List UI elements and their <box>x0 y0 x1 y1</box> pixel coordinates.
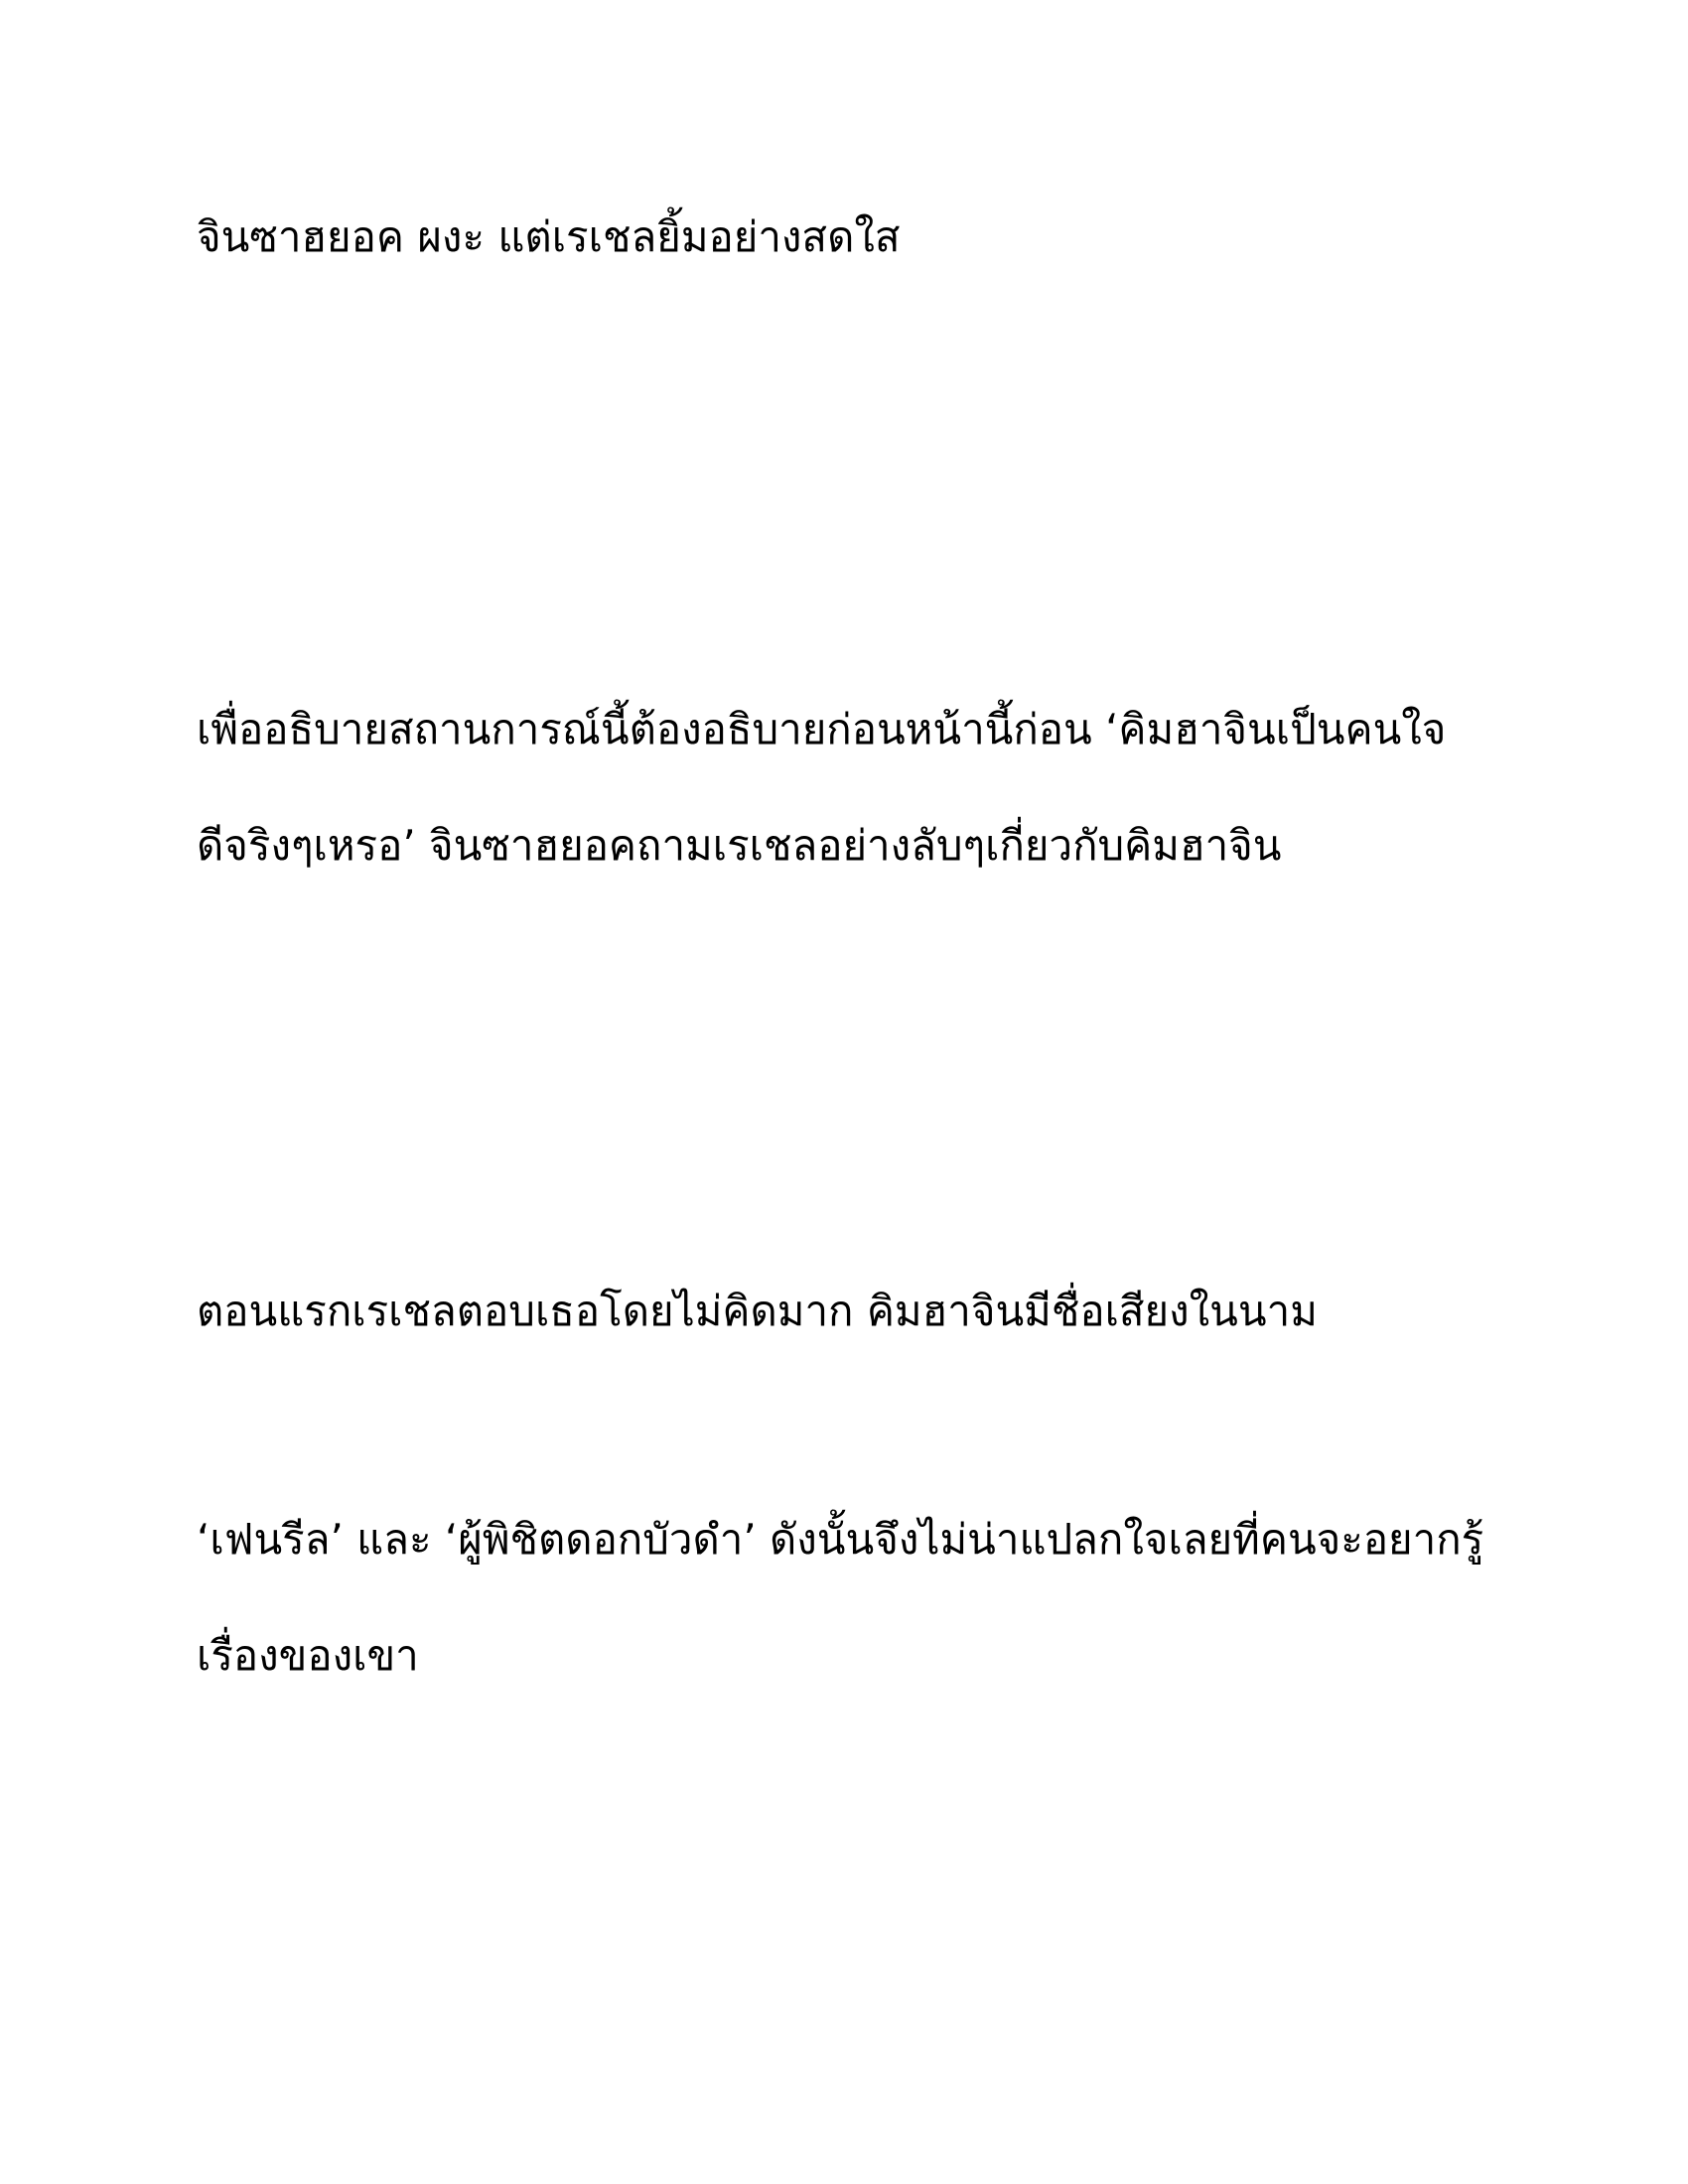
text-line: ‘เฟนรีล’ และ ‘ผู้พิชิตดอกบัวดำ’ ดังนั้นจึงไม่น่าแปลกใจเลยที่คนจะอยากรู้ <box>197 1515 1484 1564</box>
text-line: จินซาฮยอค ผงะ แต่เรเชลยิ้มอย่างสดใส <box>197 212 901 261</box>
text-line: ดีจริงๆเหรอ’ จินซาฮยอคถามเรเชลอย่างลับๆเกี่ยวกับคิมฮาจิน <box>197 821 1282 870</box>
text-line: เรื่องของเขา <box>197 1631 419 1680</box>
text-line: ตอนแรกเรเชลตอบเธอโดยไม่คิดมาก คิมฮาจินมีชื่อเสียงในนาม <box>197 1287 1318 1335</box>
paragraph <box>197 179 1517 295</box>
text-line: เพื่ออธิบายสถานการณ์นี้ต้องอธิบายก่อนหน้านี้ก่อน ‘คิมฮาจินเป็นคนใจ <box>197 705 1447 753</box>
paragraph <box>197 1481 1517 1713</box>
paragraph <box>197 671 1517 903</box>
paragraph <box>197 1253 1517 1369</box>
